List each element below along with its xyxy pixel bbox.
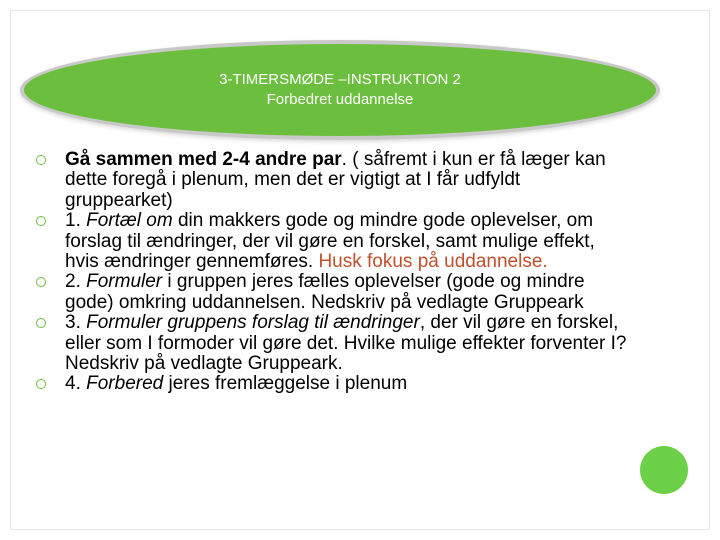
title-subtitle: Forbedret uddannelse — [266, 91, 414, 108]
bullet-circle-icon — [36, 379, 46, 389]
bullet-number: 1. — [65, 210, 87, 232]
instruction-list — [32, 150, 632, 395]
bullet-text: . ( såfremt i kun er få læger kan dette foregå i plenum, men det er vigtigt at I får udfyldt gruppearket) — [65, 149, 606, 211]
decorative-green-circle — [640, 446, 688, 494]
bullet-highlight-text: Husk fokus på uddannelse. — [318, 251, 548, 273]
list-item — [32, 150, 632, 211]
bullet-circle-icon — [36, 216, 46, 226]
bullet-circle-icon — [36, 155, 46, 165]
bullet-bold-text: Gå sammen med 2-4 andre par — [65, 149, 342, 170]
list-item — [32, 374, 632, 394]
title-banner — [20, 40, 660, 140]
bullet-number: 2. — [65, 271, 87, 293]
bullet-text: jeres fremlæggelse i plenum — [163, 373, 408, 395]
bullet-number: 4. — [65, 373, 87, 395]
bullet-italic-text: Formuler gruppens forslag til ændringer — [86, 312, 420, 334]
bullet-circle-icon — [36, 277, 46, 287]
list-item — [32, 313, 632, 374]
bullet-text: , der vil gøre en forskel, eller som I formoder vil gøre det. Hvilke mulige effekter forventer I? Nedskriv på vedlagte Gruppeark. — [65, 312, 627, 375]
bullet-italic-text: Formuler — [86, 271, 163, 293]
list-item — [32, 211, 632, 272]
bullet-number: 3. — [65, 312, 87, 334]
bullet-text: din makkers gode og mindre gode oplevelser, om forslag til ændringer, der vil gøre en forskel, samt mulige effekt, hvis ændringer gennemføres. — [65, 210, 595, 273]
bullet-italic-text: Forbered — [86, 373, 164, 395]
title-main: 3-TIMERSMØDE –INSTRUKTION 2 — [219, 71, 461, 88]
list-item — [32, 272, 632, 313]
bullet-italic-text: Fortæl om — [86, 210, 173, 232]
bullet-circle-icon — [36, 318, 46, 328]
bullet-text: i gruppen jeres fælles oplevelser (gode og mindre gode) omkring uddannelsen. Nedskriv på vedlagte Gruppeark — [65, 271, 585, 313]
